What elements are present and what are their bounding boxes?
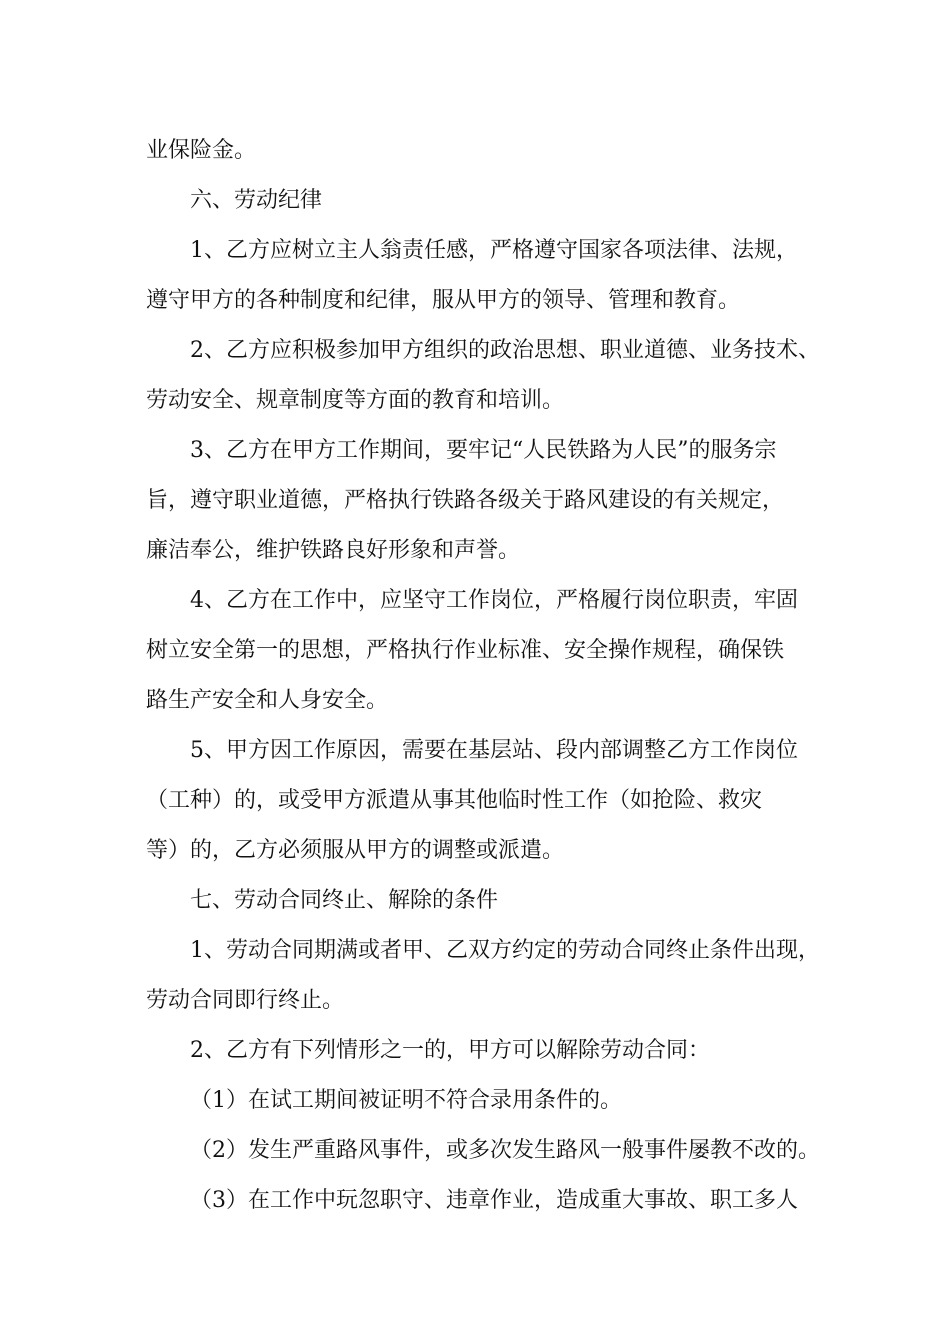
text-line: 4、乙方在工作中，应坚守工作岗位，严格履行岗位职责，牢固 [190,588,798,613]
text-line: 2、乙方有下列情形之一的，甲方可以解除劳动合同： [190,1038,710,1063]
text-line: （工种）的，或受甲方派遣从事其他临时性工作（如抢险、救灾 [146,788,763,813]
text-line: 廉洁奉公，维护铁路良好形象和声誉。 [146,538,521,563]
section-heading: 六、劳动纪律 [190,188,323,213]
list-item: （2）发生严重路风事件，或多次发生路风一般事件屡教不改的。 [190,1138,820,1163]
section-heading: 七、劳动合同终止、解除的条件 [190,888,499,913]
text-line: 劳动安全、规章制度等方面的教育和培训。 [146,388,565,413]
text-line: 1、劳动合同期满或者甲、乙双方约定的劳动合同终止条件出现， [190,938,820,963]
list-item: （3）在工作中玩忽职守、违章作业，造成重大事故、职工多人 [190,1188,798,1213]
text-line: 劳动合同即行终止。 [146,988,345,1013]
text-line: 5、甲方因工作原因，需要在基层站、段内部调整乙方工作岗位 [190,738,798,763]
text-line: 2、乙方应积极参加甲方组织的政治思想、职业道德、业务技术、 [190,338,820,363]
text-line: 树立安全第一的思想，严格执行作业标准、安全操作规程，确保铁 [146,638,785,663]
text-line: 遵守甲方的各种制度和纪律，服从甲方的领导、管理和教育。 [146,288,741,313]
list-item: （1）在试工期间被证明不符合录用条件的。 [190,1088,622,1113]
text-line: 等）的，乙方必须服从甲方的调整或派遣。 [146,838,565,863]
text-line: 业保险金。 [146,138,257,163]
text-line: 1、乙方应树立主人翁责任感，严格遵守国家各项法律、法规， [190,238,798,263]
text-line: 3、乙方在甲方工作期间，要牢记“人民铁路为人民”的服务宗 [190,438,777,463]
text-line: 旨，遵守职业道德，严格执行铁路各级关于路风建设的有关规定， [146,488,785,513]
text-line: 路生产安全和人身安全。 [146,688,389,713]
